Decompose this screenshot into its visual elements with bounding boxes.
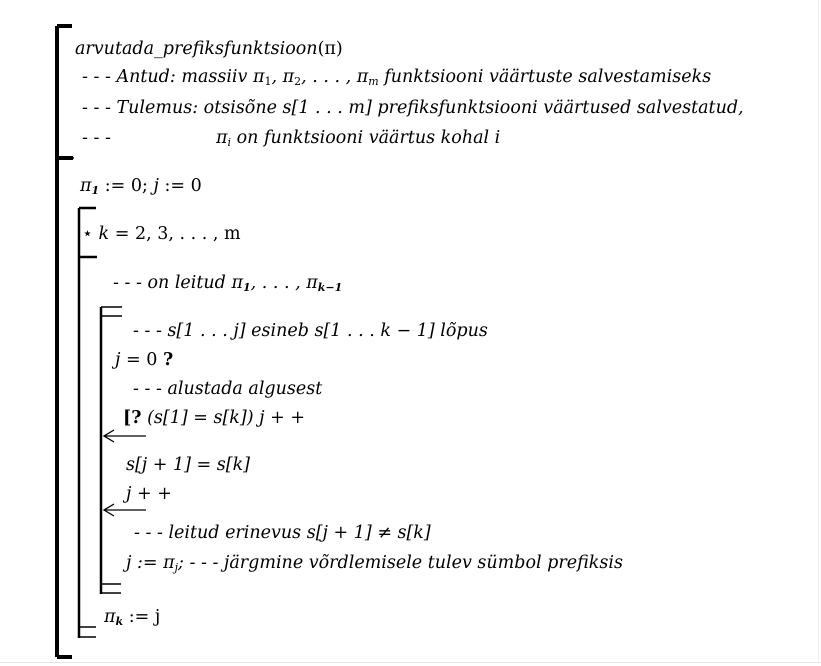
start-comment: - - - alustada algusest xyxy=(133,379,323,399)
alt-inc: j + + xyxy=(126,484,172,504)
guard-line: [? (s[1] = s[k]) j + + xyxy=(123,408,306,428)
diff-comment: - - - leitud erinevus s[j + 1] ≠ s[k] xyxy=(134,523,431,543)
inner-invariant: - - - s[1 . . . j] esineb s[1 . . . k − 1] lõpus xyxy=(133,321,488,341)
result-line-2: - - - xyxy=(82,128,111,148)
procedure-name: arvutada_prefiksfunktsioon(π) xyxy=(75,39,343,59)
loop-bracket xyxy=(79,208,97,638)
arrow-left-1 xyxy=(104,430,146,442)
assign-j-line: j := $\pi_j$; - - - järgmine võrdlemisele tulev sümbol prefiksis xyxy=(126,553,623,574)
right-edge-rule xyxy=(818,0,819,662)
bottom-edge-rule xyxy=(0,662,821,663)
arrow-left-2 xyxy=(104,504,146,516)
result-line: - - - Tulemus: otsisõne s[1 . . . m] prefiksfunktsiooni väärtused salvestatud, xyxy=(82,98,744,118)
loop-header: ⋆ k = 2, 3, . . . , m xyxy=(82,224,241,244)
final-assign: $\pi_k$ := j xyxy=(104,607,161,628)
loop-invariant: - - - on leitud $\pi_1$, . . . , $\pi_{k-1}$ xyxy=(113,273,343,294)
alt-cond: s[j + 1] = s[k] xyxy=(126,455,251,475)
init-line: $\pi_1$ := 0; j := 0 xyxy=(80,176,202,197)
cond-j-zero: j = 0 ? xyxy=(115,350,174,370)
result-line-2-text: $\pi_i$ on funktsiooni väärtus kohal i xyxy=(216,128,501,149)
outer-bracket xyxy=(57,26,73,657)
given-line: - - - Antud: massiiv $\pi_1$, $\pi_2$, . . . , $\pi_m$ funktsiooni väärtuste salvestamiseks xyxy=(82,67,712,88)
